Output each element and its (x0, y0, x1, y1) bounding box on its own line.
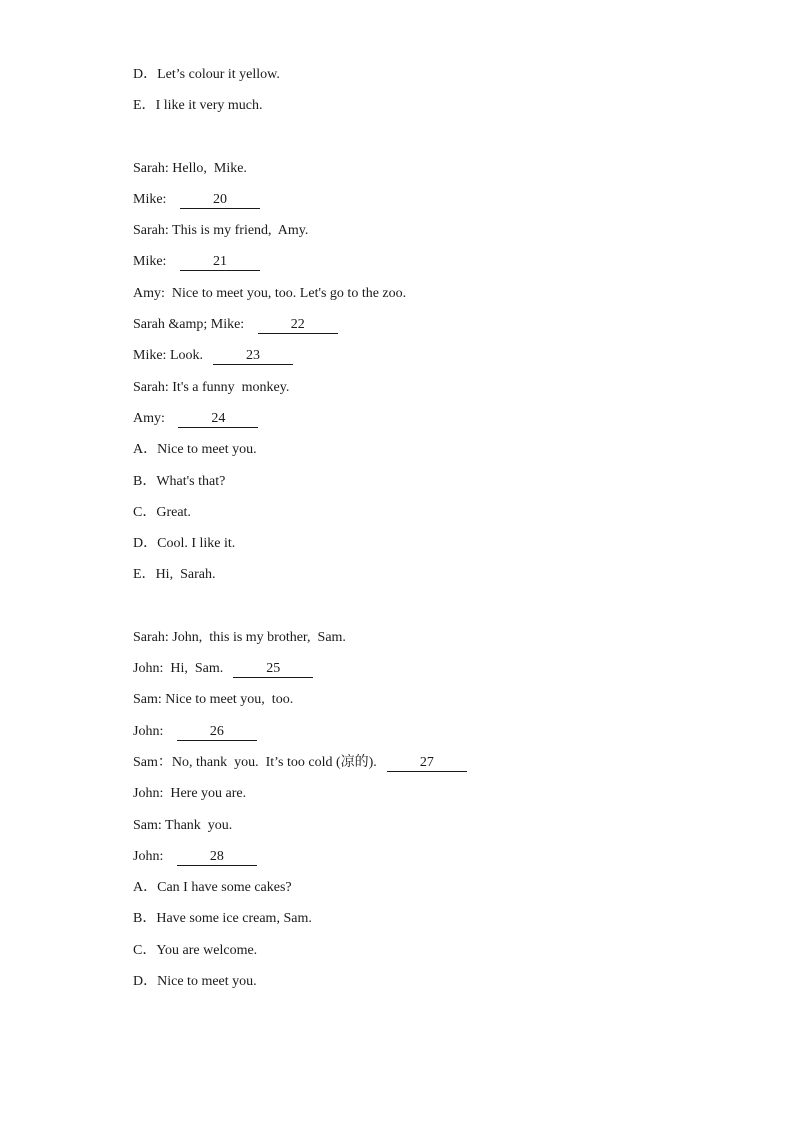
dialogue-line (133, 220, 733, 251)
answer-blank-26[interactable]: 26 (177, 723, 257, 741)
dialogue-line (133, 345, 733, 376)
option-text: Nice to meet you. (157, 974, 257, 990)
worksheet-page (133, 64, 733, 1002)
option-letter: B． (133, 911, 157, 927)
speaker: Mike: (133, 191, 167, 207)
option-a (133, 877, 733, 908)
option-text: Let’s colour it yellow. (157, 67, 280, 82)
option-e (133, 95, 733, 126)
answer-blank-24[interactable]: 24 (178, 410, 258, 428)
line-text: Hi, Sam. (170, 661, 224, 677)
speaker: Sarah: (133, 223, 169, 239)
dialogue-line (133, 189, 733, 220)
option-text: Great. (156, 504, 191, 520)
section2-options (133, 439, 733, 595)
speaker: John: (133, 723, 164, 739)
line-text: Look. (169, 348, 204, 364)
answer-blank-27[interactable]: 27 (387, 754, 467, 772)
answer-blank-28[interactable]: 28 (177, 848, 257, 866)
section1-options (133, 64, 733, 127)
speaker: Sarah &amp; Mike: (133, 317, 245, 333)
answer-blank-21[interactable]: 21 (180, 253, 260, 271)
option-letter: C． (133, 942, 157, 958)
speaker: Sam: (133, 692, 162, 708)
speaker: John: (133, 786, 164, 802)
option-letter: A． (133, 442, 158, 458)
dialogue-line (133, 377, 733, 408)
option-b (133, 471, 733, 502)
section3-options (133, 877, 733, 1002)
dialogue-line (133, 846, 733, 877)
dialogue-line (133, 658, 733, 689)
speaker: Sarah: (133, 160, 169, 176)
dialogue-line (133, 815, 733, 846)
dialogue-line (133, 408, 733, 439)
dialogue-line (133, 689, 733, 720)
dialogue-line (133, 283, 733, 314)
option-text: You are welcome. (156, 942, 258, 958)
speaker: Sam： (133, 754, 172, 770)
dialogue-line (133, 314, 733, 345)
section-gap (133, 596, 733, 627)
speaker: Amy: (133, 410, 165, 426)
option-b (133, 908, 733, 939)
dialogue-line (133, 158, 733, 189)
option-d (133, 64, 733, 95)
dialogue-line (133, 627, 733, 658)
line-text: Hello, Mike. (172, 160, 247, 176)
section-gap (133, 127, 733, 158)
line-text: Here you are. (170, 786, 247, 802)
option-letter: E． (133, 567, 156, 583)
section3-dialogue (133, 627, 733, 877)
option-letter: C． (133, 504, 157, 520)
option-text: What's that? (156, 473, 226, 489)
option-letter: D． (133, 536, 158, 552)
speaker: Sarah: (133, 379, 169, 395)
option-letter: E． (133, 98, 156, 114)
option-letter: D． (133, 974, 158, 990)
dialogue-line (133, 721, 733, 752)
option-d (133, 971, 733, 1002)
option-d (133, 533, 733, 564)
dialogue-line (133, 752, 733, 783)
speaker: Sarah: (133, 629, 169, 645)
answer-blank-23[interactable]: 23 (213, 347, 293, 365)
line-text: John, this is my brother, Sam. (172, 629, 346, 645)
answer-blank-20[interactable]: 20 (180, 191, 260, 209)
speaker: Mike: (133, 254, 167, 270)
line-text: Nice to meet you, too. Let's go to the zoo. (171, 285, 407, 301)
line-text: It's a funny monkey. (172, 379, 290, 395)
answer-blank-22[interactable]: 22 (258, 316, 338, 334)
speaker: John: (133, 661, 164, 677)
option-letter: D． (133, 67, 158, 82)
line-text: Nice to meet you, too. (165, 692, 294, 708)
answer-blank-25[interactable]: 25 (233, 660, 313, 678)
option-letter: A． (133, 880, 158, 896)
option-text: Have some ice cream, Sam. (156, 911, 312, 927)
option-text: I like it very much. (155, 98, 263, 114)
option-e (133, 564, 733, 595)
speaker: Amy: (133, 285, 165, 301)
option-text: Nice to meet you. (157, 442, 257, 458)
option-c (133, 502, 733, 533)
speaker: John: (133, 848, 164, 864)
option-text: Cool. I like it. (157, 536, 236, 552)
line-text: No, thank you. It’s too cold (凉的). (171, 754, 377, 770)
speaker: Sam: (133, 817, 162, 833)
option-text: Can I have some cakes? (157, 880, 292, 896)
line-text: Thank you. (165, 817, 233, 833)
dialogue-line (133, 783, 733, 814)
option-a (133, 439, 733, 470)
option-text: Hi, Sarah. (155, 567, 216, 583)
section2-dialogue (133, 158, 733, 440)
dialogue-line (133, 251, 733, 282)
line-text: This is my friend, Amy. (172, 223, 309, 239)
option-c (133, 940, 733, 971)
option-letter: B． (133, 473, 157, 489)
speaker: Mike: (133, 348, 167, 364)
